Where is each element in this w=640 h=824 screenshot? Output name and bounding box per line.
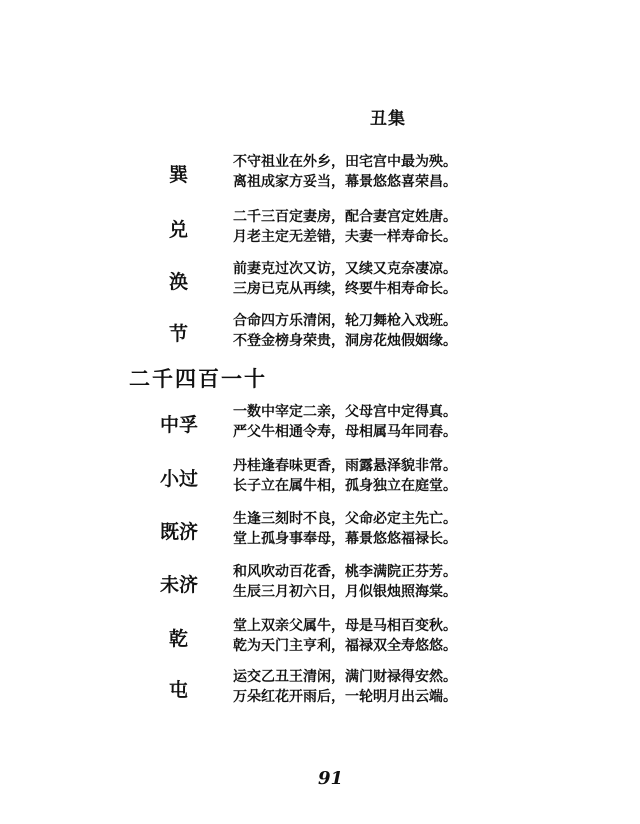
hexagram-entry [0,619,640,659]
verse-line: 前妻克过次又访，又续又克奈凄凉。 [233,261,457,277]
verse-line: 不守祖业在外乡，田宅宫中最为殃。 [233,154,457,170]
verse [233,667,457,707]
verse-line: 堂上双亲父属牛，母是马相百变秋。 [233,618,457,634]
hexagram-name: 中孚 [160,414,199,436]
verse-line: 离祖成家方妥当，幕景悠悠喜荣昌。 [233,174,457,190]
hexagram-name: 巽 [169,164,189,186]
verse [233,616,457,656]
verse-line: 丹桂逢春味更香，雨露悬泽貌非常。 [233,458,457,474]
verse-line: 运交乙丑王清闲，满门财禄得安然。 [233,669,457,685]
verse-line: 三房已克从再续，终要牛相寿命长。 [233,281,457,297]
hexagram-entry [0,670,640,710]
hexagram-entry [0,155,640,195]
verse-line: 生辰三月初六日，月似银烛照海棠。 [233,584,457,600]
verse-line: 和风吹动百花香，桃李满院正芬芳。 [233,564,457,580]
hexagram-entry [0,565,640,605]
hexagram-name: 屯 [169,679,189,701]
running-head: 丑集 [370,109,406,129]
hexagram-name: 涣 [169,271,189,293]
verse-line: 一数中宰定二亲，父母宫中定得真。 [233,404,457,420]
verse-line: 万朵红花开雨后，一轮明月出云端。 [233,689,457,705]
verse-line: 不登金榜身荣贵，洞房花烛假姻缘。 [233,333,457,349]
verse-line: 二千三百定妻房，配合妻宫定姓唐。 [233,209,457,225]
verse-line: 合命四方乐清闲，轮刀舞枪入戏班。 [233,313,457,329]
verse [233,562,457,602]
verse [233,402,457,442]
verse-line: 严父牛相通令寿，母相属马年同春。 [233,424,457,440]
verse [233,152,457,192]
hexagram-entry [0,512,640,552]
hexagram-name: 乾 [169,628,189,650]
hexagram-entry [0,210,640,250]
verse-line: 生逢三刻时不良，父命必定主先亡。 [233,511,457,527]
hexagram-name: 既济 [160,521,199,543]
hexagram-name: 兑 [169,219,189,241]
hexagram-name: 节 [169,323,189,345]
hexagram-entry [0,262,640,302]
verse-line: 堂上孤身事奉母，幕景悠悠福禄长。 [233,531,457,547]
verse-line: 月老主定无差错，夫妻一样寿命长。 [233,229,457,245]
hexagram-entry [0,459,640,499]
hexagram-name: 未济 [160,574,199,596]
hexagram-entry [0,314,640,354]
verse [233,259,457,299]
section-heading: 二千四百一十 [129,366,267,391]
page-number: 91 [318,768,344,789]
verse-line: 乾为天门主亨利，福禄双全寿悠悠。 [233,638,457,654]
verse [233,456,457,496]
verse-line: 长子立在属牛相，孤身独立在庭堂。 [233,478,457,494]
hexagram-entry [0,405,640,445]
hexagram-name: 小过 [160,468,199,490]
verse [233,207,457,247]
verse [233,311,457,351]
verse [233,509,457,549]
